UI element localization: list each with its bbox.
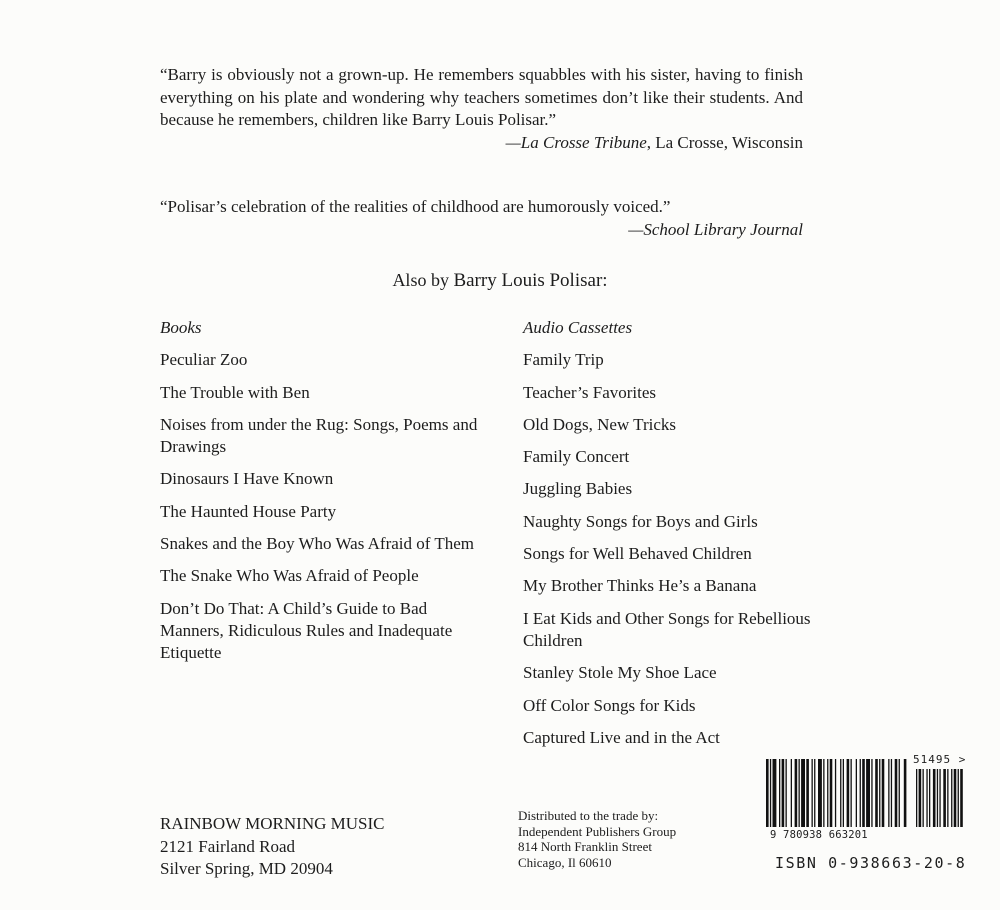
publisher-address <box>160 813 384 881</box>
books-heading: Books <box>160 318 202 337</box>
barcode-bar <box>843 759 844 827</box>
book-item: Dinosaurs I Have Known <box>160 469 334 489</box>
barcode-addon-bar <box>926 769 927 827</box>
barcode-bar <box>773 759 777 827</box>
barcode-bar <box>801 759 805 827</box>
audio-cassettes-column <box>523 317 843 759</box>
books-column <box>160 317 480 675</box>
cassette-item: Naughty Songs for Boys and Girls <box>523 511 758 531</box>
barcode-bar <box>766 759 769 827</box>
barcode-bar <box>791 759 792 827</box>
barcode-addon-bar <box>923 769 924 827</box>
book-item: Noises from under the Rug: Songs, Poems and Drawings <box>160 414 478 457</box>
distributor-address <box>518 808 676 870</box>
barcode-addon-number: 51495 > <box>913 753 967 766</box>
cassette-item: Family Trip <box>523 350 604 370</box>
quote-attribution <box>160 219 803 242</box>
barcode-bar <box>866 759 870 827</box>
barcode-bar <box>786 759 787 827</box>
cassette-item: Stanley Stole My Shoe Lace <box>523 663 717 683</box>
audio-cassettes-heading: Audio Cassettes <box>523 318 633 337</box>
barcode-bar <box>882 759 885 827</box>
barcode-bar <box>851 759 852 827</box>
barcode-addon-bar <box>929 769 930 827</box>
book-item: The Trouble with Ben <box>160 382 310 402</box>
audio-cassettes-list <box>523 349 843 749</box>
barcode-bar <box>830 759 833 827</box>
publisher-name: RAINBOW MORNING MUSIC <box>160 814 385 833</box>
cassette-item: My Brother Thinks He’s a Banana <box>523 576 757 596</box>
barcode-bar <box>888 759 889 827</box>
barcode-bar <box>814 759 815 827</box>
isbn-number: ISBN 0-938663-20-8 <box>775 854 967 872</box>
barcode-bar <box>823 759 824 827</box>
quote-text: “Polisar’s celebration of the realities of childhood are humorously voiced.” <box>160 197 671 216</box>
distributor-name: Independent Publishers Group <box>518 823 677 839</box>
cassette-item: Teacher’s Favorites <box>523 382 657 402</box>
barcode-addon-bar <box>958 769 959 827</box>
barcode-addon-bar <box>919 769 922 827</box>
distributor-street: 814 North Franklin Street <box>518 839 652 854</box>
cassette-item: Captured Live and in the Act <box>523 727 720 747</box>
also-by-prefix: Also by <box>392 270 454 290</box>
review-quote-school-library-journal <box>160 196 803 241</box>
barcode-bar <box>875 759 878 827</box>
barcode-addon-bar <box>933 769 936 827</box>
book-item: Don’t Do That: A Child’s Guide to Bad Manners, Ridiculous Rules and Inadequate Etiquette <box>160 598 453 663</box>
publisher-street: 2121 Fairland Road <box>160 836 296 856</box>
cassette-item: Off Color Songs for Kids <box>523 695 696 715</box>
also-by-author: Barry Louis Polisar: <box>453 270 608 291</box>
barcode-bar <box>860 759 861 827</box>
barcode-bar <box>818 759 822 827</box>
book-item: The Snake Who Was Afraid of People <box>160 566 419 586</box>
cassette-item: I Eat Kids and Other Songs for Rebellious Children <box>523 608 811 650</box>
quote-text: “Barry is obviously not a grown-up. He remembers squabbles with his sister, having to finish everything on his plate and wondering why teachers sometimes don’t like their students. And because he remembers, children like Barry Louis Polisar.” <box>160 65 803 129</box>
barcode-bar <box>779 759 780 827</box>
barcode-bar <box>879 759 880 827</box>
barcode-addon-bar <box>937 769 938 827</box>
attribution-source: —School Library Journal <box>628 219 803 239</box>
also-by-heading <box>0 270 1000 292</box>
books-list <box>160 349 480 664</box>
barcode-bar <box>862 759 865 827</box>
barcode-bar <box>895 759 898 827</box>
distributor-intro: Distributed to the trade by: <box>518 808 659 823</box>
barcode-addon-bar <box>951 769 952 827</box>
barcode-addon-bar <box>943 769 946 827</box>
barcode-bar <box>899 759 900 827</box>
barcode-bar <box>806 759 809 827</box>
barcode-bar <box>871 759 872 827</box>
barcode-addon-bar <box>954 769 957 827</box>
barcode-addon-bar <box>960 769 963 827</box>
barcode-number: 9 780938 663201 <box>770 829 868 841</box>
barcode-bar <box>770 759 771 827</box>
distributor-city: Chicago, Il 60610 <box>518 854 612 870</box>
barcode-bar <box>840 759 841 827</box>
barcode-bar <box>812 759 813 827</box>
barcode-bar <box>856 759 857 827</box>
publisher-city: Silver Spring, MD 20904 <box>160 859 333 878</box>
cassette-item: Songs for Well Behaved Children <box>523 544 752 564</box>
cassette-item: Juggling Babies <box>523 479 633 499</box>
cassette-item: Family Concert <box>523 447 630 467</box>
barcode-bar <box>891 759 892 827</box>
barcode-bar <box>799 759 800 827</box>
review-quote-la-crosse <box>160 64 803 154</box>
attribution-place: , La Crosse, Wisconsin <box>646 132 803 152</box>
barcode-bar <box>847 759 850 827</box>
book-item: Peculiar Zoo <box>160 350 248 370</box>
barcode-addon-bar <box>939 769 940 827</box>
book-item: The Haunted House Party <box>160 501 337 521</box>
cassette-item: Old Dogs, New Tricks <box>523 414 677 434</box>
barcode-bar <box>835 759 836 827</box>
barcode-addon-bar <box>947 769 948 827</box>
attribution-source: —La Crosse Tribune <box>505 132 647 152</box>
barcode-addon-bar <box>916 769 917 827</box>
isbn-barcode <box>760 755 992 880</box>
quote-attribution <box>160 132 803 155</box>
barcode-bar <box>795 759 798 827</box>
barcode-bar <box>904 759 907 827</box>
book-item: Snakes and the Boy Who Was Afraid of Them <box>160 534 475 554</box>
barcode-bar <box>782 759 785 827</box>
barcode-bar <box>827 759 828 827</box>
